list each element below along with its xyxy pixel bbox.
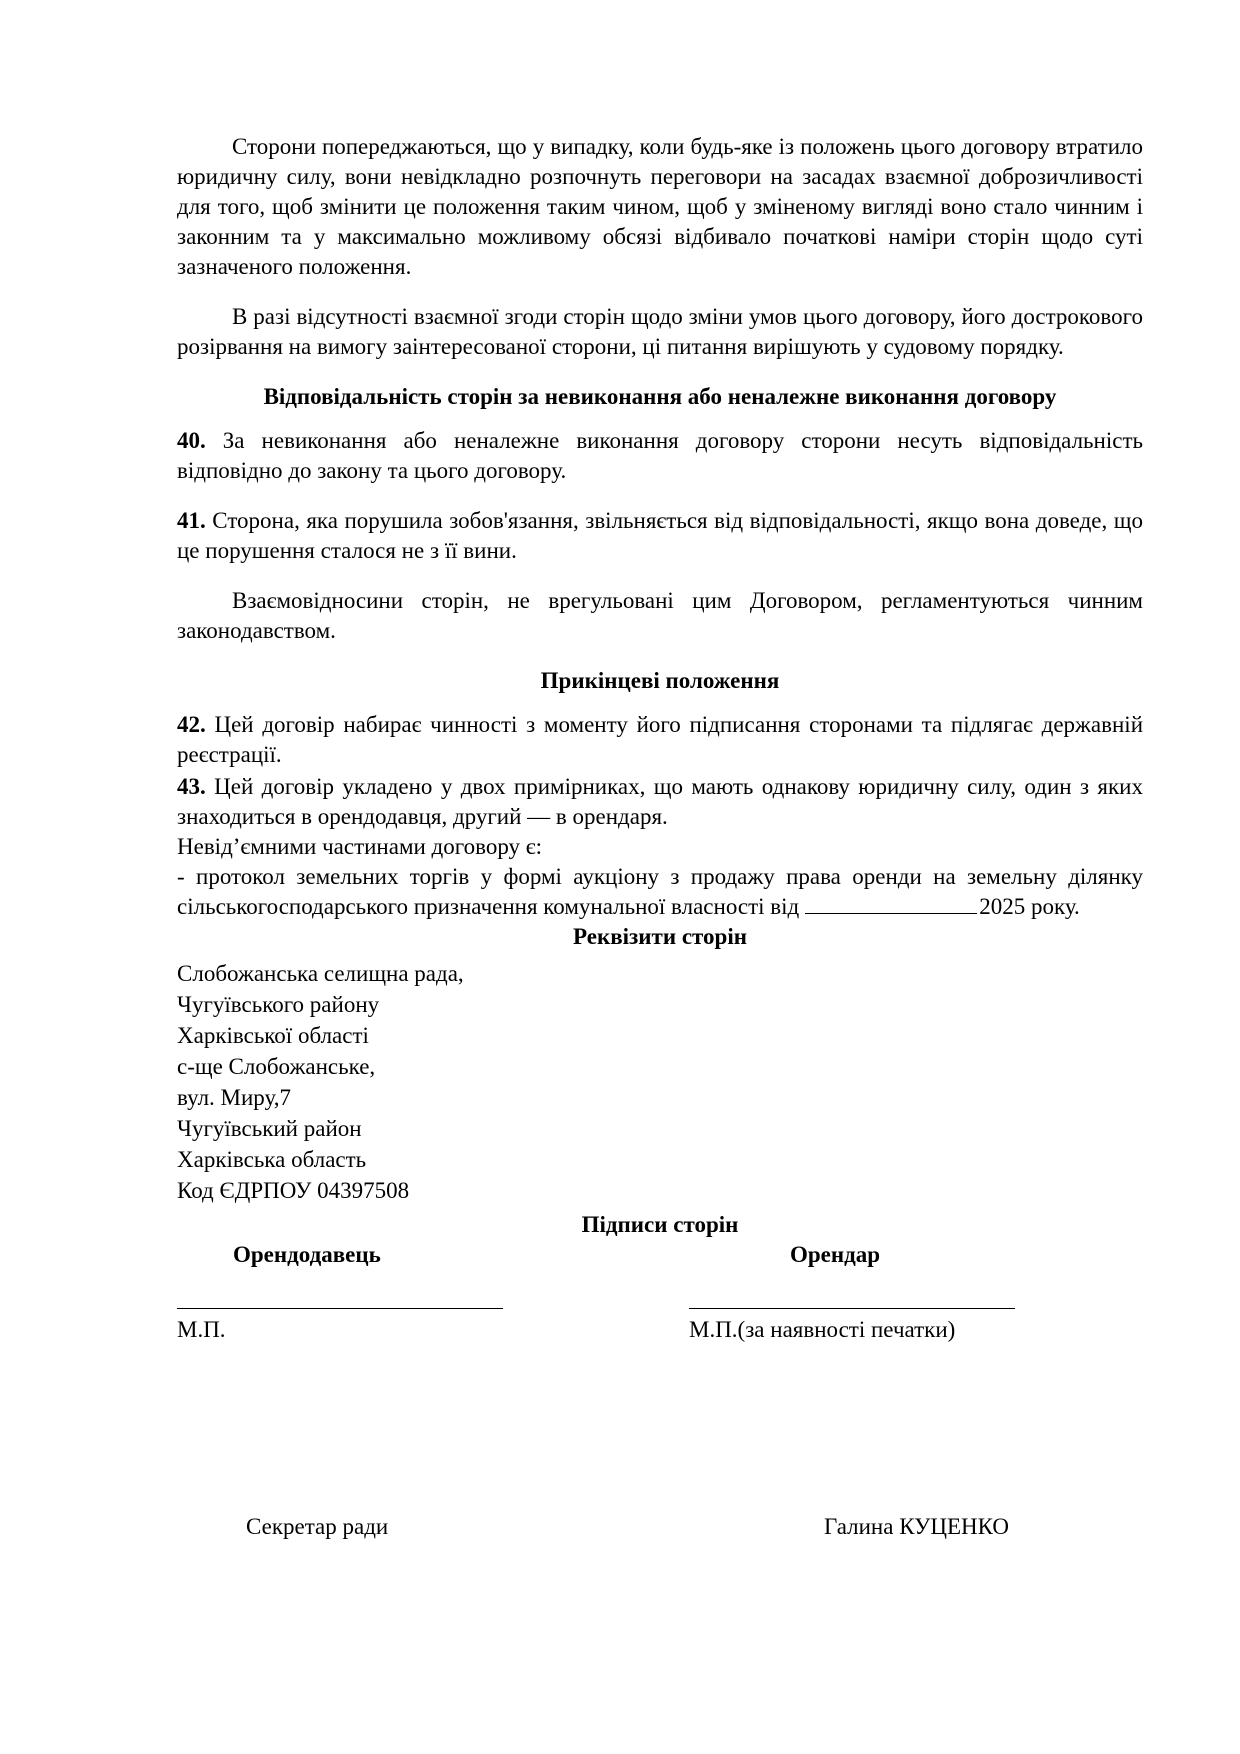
secretary-label: Секретар ради xyxy=(246,1514,389,1539)
lessee-signature-block xyxy=(689,1240,1015,1345)
lessee-title: Орендар xyxy=(790,1242,881,1267)
requisites-line: Код ЄДРПОУ 04397508 xyxy=(177,1178,410,1203)
requisites-line: Слобожанська селищна рада, xyxy=(177,961,464,986)
secretary-name: Галина КУЦЕНКО xyxy=(824,1514,1009,1539)
requisites-line: Харківської області xyxy=(177,1023,369,1048)
clause-40 xyxy=(177,426,1143,486)
lessee-stamp-label: М.П.(за наявності печатки) xyxy=(689,1317,956,1342)
heading-liability: Відповідальність сторін за невиконання або неналежне виконання договору xyxy=(263,384,1057,409)
date-blank-line xyxy=(805,893,977,914)
requisites-block xyxy=(177,958,1143,1206)
clause-text: За невиконання або неналежне виконання договору сторони несуть відповідальність відповідно до закону та цього договору. xyxy=(177,428,1143,483)
requisites-line: с-ще Слобожанське, xyxy=(177,1054,376,1079)
protocol-text: - протокол земельних торгів у формі аукціону з продажу права оренди на земельну ділянку сільськогосподарського призначення комунальної власності від xyxy=(177,864,1143,919)
requisites-line: Чугуївський район xyxy=(177,1116,362,1141)
clause-43 xyxy=(177,772,1143,832)
paragraph-relations: Взаємовідносини сторін, не врегульовані цим Договором, регламентуються чинним законодавством. xyxy=(177,588,1143,643)
document-body xyxy=(177,132,1143,1350)
lessee-signature-line xyxy=(689,1270,1015,1309)
lessor-title: Орендодавець xyxy=(233,1242,381,1267)
requisites-line: вул. Миру,7 xyxy=(177,1085,291,1110)
lessor-signature-block xyxy=(177,1240,503,1345)
clause-text: Цей договір набирає чинності з моменту його підписання сторонами та підлягає державній реєстрації. xyxy=(177,712,1143,767)
lessor-stamp-label: М.П. xyxy=(177,1317,226,1342)
clause-42 xyxy=(177,710,1143,770)
clause-41 xyxy=(177,506,1143,566)
heading-signatures: Підписи сторін xyxy=(581,1212,739,1237)
heading-final-provisions: Прикінцеві положення xyxy=(540,668,780,693)
clause-number: 43. xyxy=(177,774,206,799)
requisites-line: Харківська область xyxy=(177,1147,367,1172)
requisites-line: Чугуївського району xyxy=(177,992,380,1017)
lessor-signature-line xyxy=(177,1270,503,1309)
integral-parts-label: Невід’ємними частинами договору є: xyxy=(177,834,543,859)
clause-text: Цей договір укладено у двох примірниках, що мають однакову юридичну силу, один з яких знаходиться в орендодавця, другий — в орендаря. xyxy=(177,774,1143,829)
paragraph-disputes: В разі відсутності взаємної згоди сторін щодо зміни умов цього договору, його дострокового розірвання на вимогу заінтересованої сторони, ці питання вирішують у судовому порядку. xyxy=(177,304,1143,359)
clause-number: 41. xyxy=(177,508,206,533)
signature-row xyxy=(177,1240,1143,1350)
heading-requisites: Реквізити сторін xyxy=(573,924,747,949)
protocol-item xyxy=(177,862,1143,922)
clause-number: 40. xyxy=(177,428,206,453)
clause-text: Сторона, яка порушила зобов'язання, звільняється від відповідальності, якщо вона доведе, що це порушення сталося не з її вини. xyxy=(177,508,1143,563)
protocol-year: 2025 року. xyxy=(979,894,1080,919)
paragraph-invalid-provisions: Сторони попереджаються, що у випадку, коли будь-яке із положень цього договору втратило юридичну силу, вони невідкладно розпочнуть переговори на засадах взаємної доброзичливості для того, щоб змінити це положення таким чином, щоб у зміненому вигляді воно стало чинним і законним та у максимально можливому обсязі відбивало початкові наміри сторін щодо суті зазначеного положення. xyxy=(177,134,1143,279)
clause-number: 42. xyxy=(177,712,206,737)
